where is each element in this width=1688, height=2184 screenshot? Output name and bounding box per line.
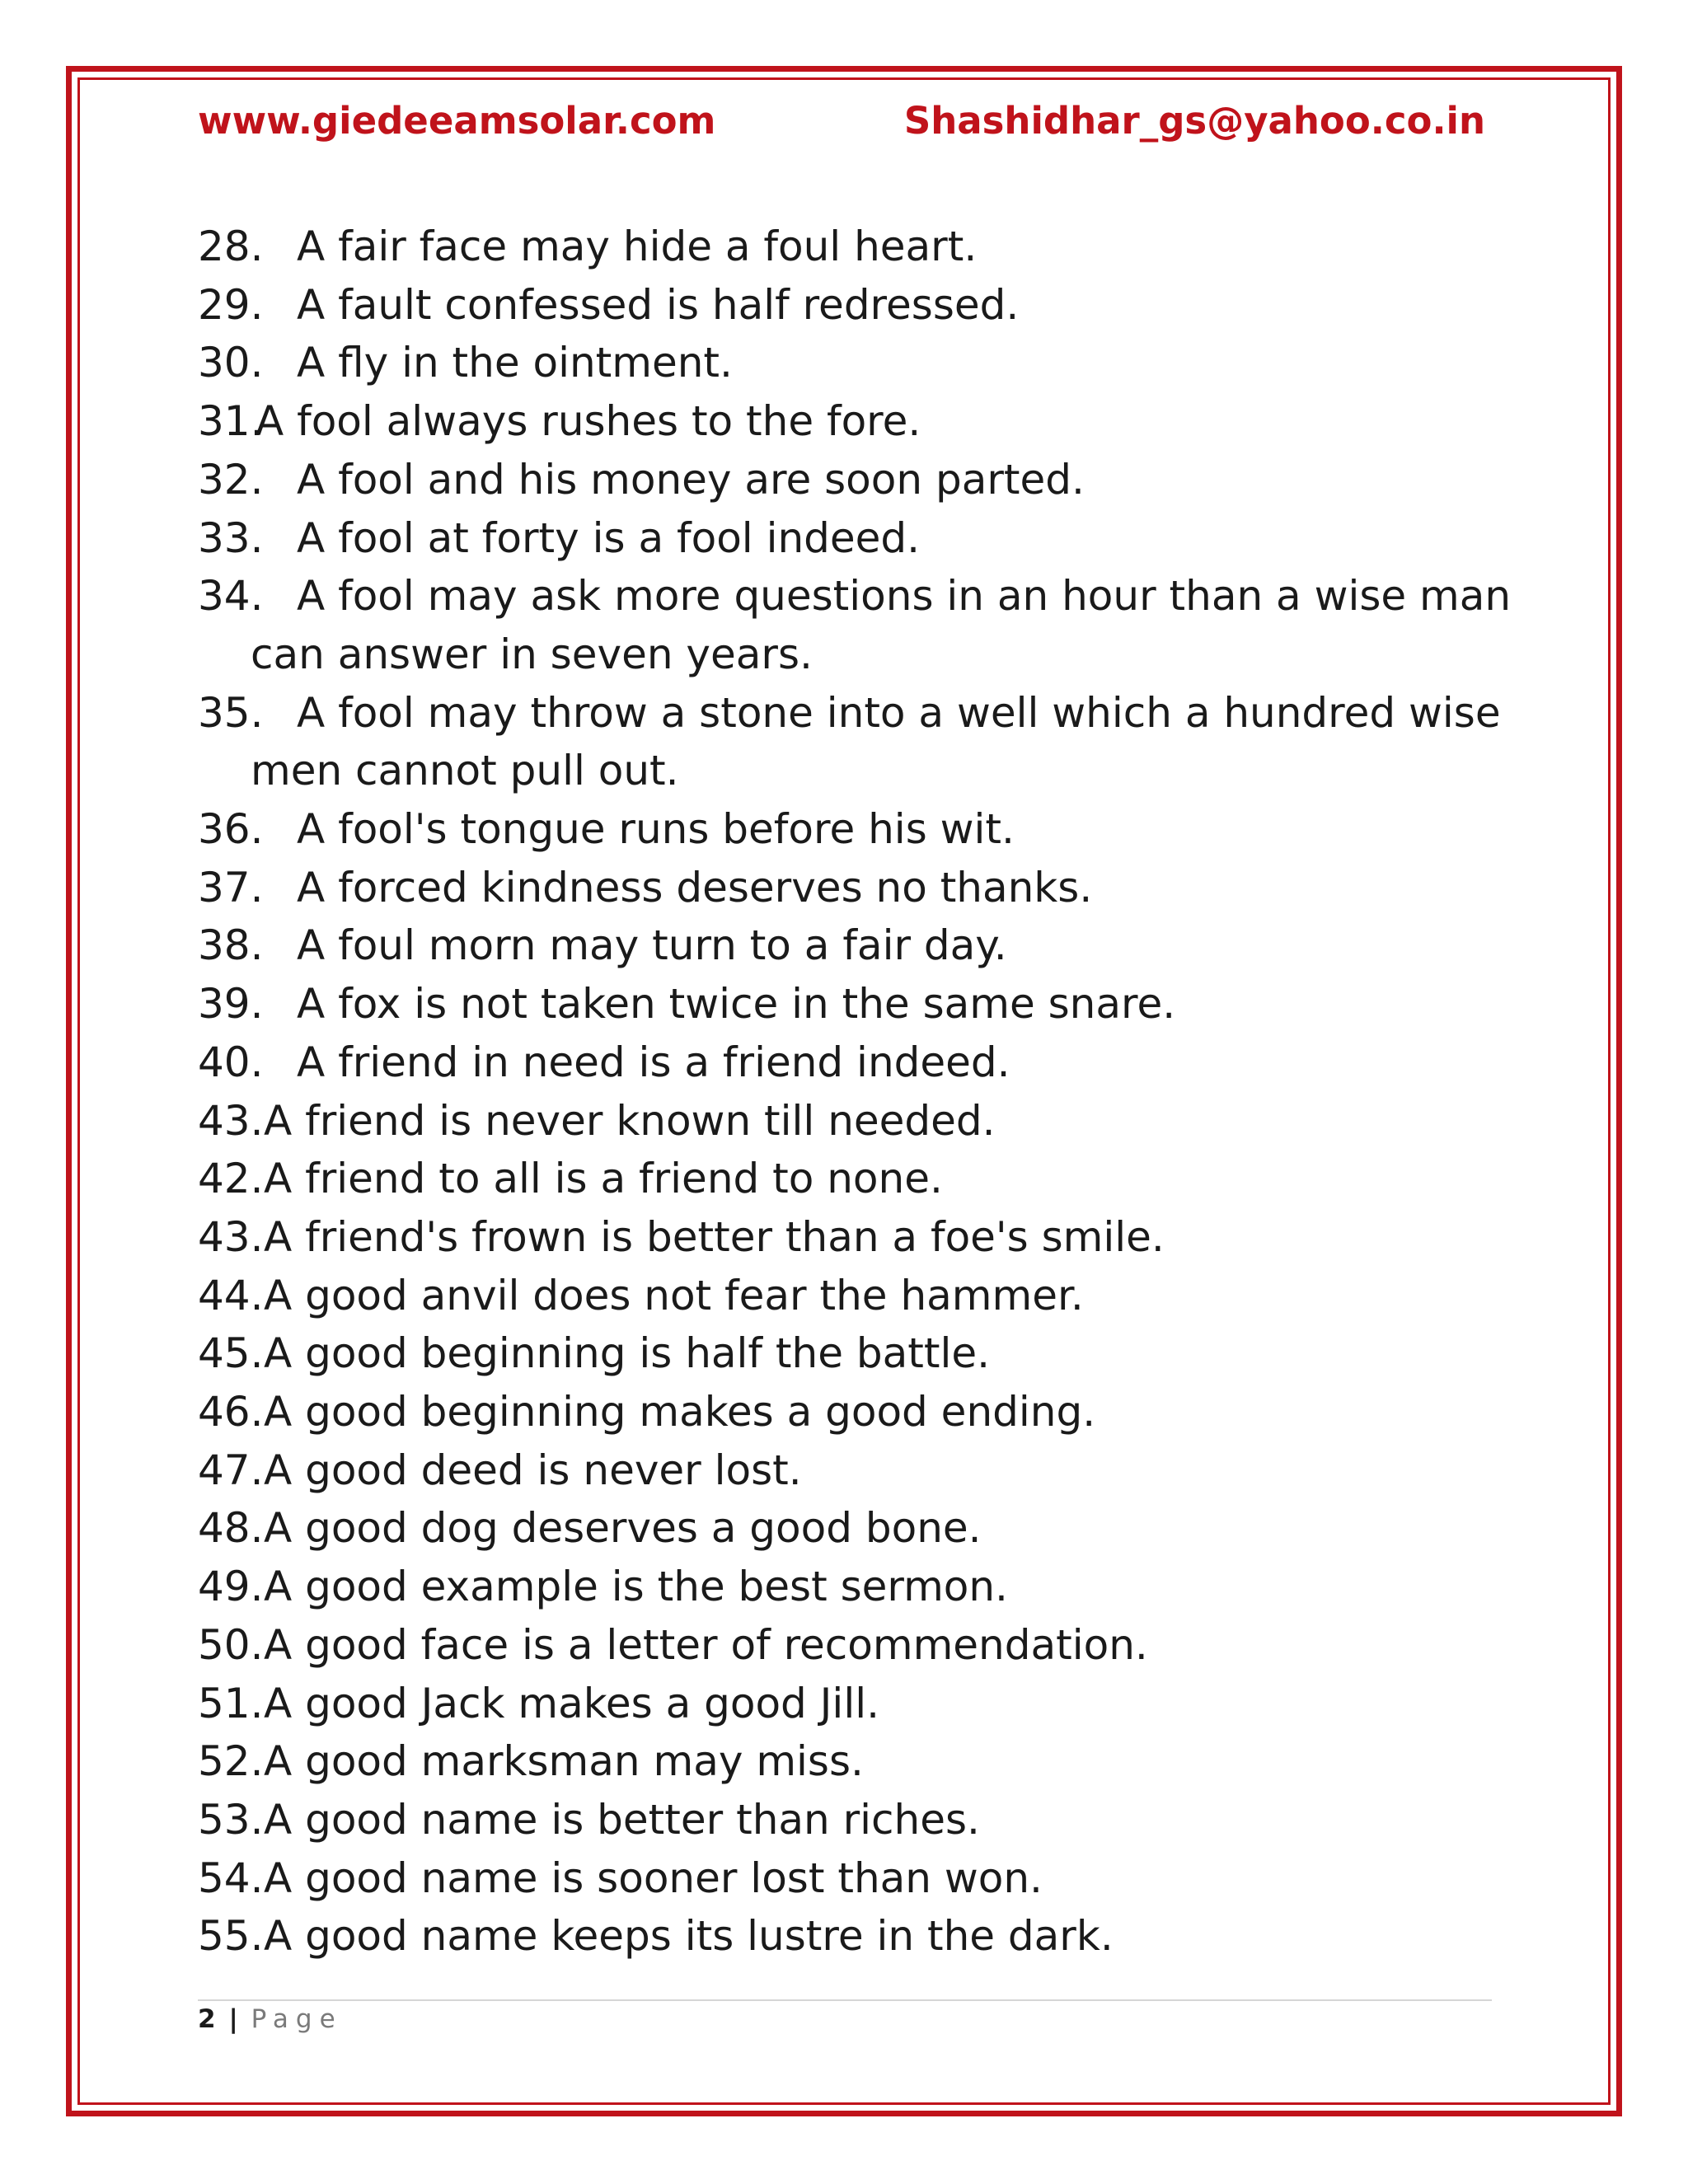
item-text: A fox is not taken twice in the same snare. (297, 980, 1176, 1029)
item-text: A fly in the ointment. (297, 339, 733, 387)
item-text: A good anvil does not fear the hammer. (264, 1271, 1084, 1319)
item-number: 43. (198, 1212, 264, 1261)
list-item (198, 1675, 1492, 1733)
list-item (198, 1092, 1492, 1151)
item-text: A good face is a letter of recommendation. (264, 1620, 1148, 1669)
item-number: 53. (198, 1795, 264, 1844)
item-text: A foul morn may turn to a fair day. (297, 921, 1007, 970)
item-text: A good beginning makes a good ending. (264, 1388, 1096, 1436)
item-text: A fool may throw a stone into a well which a hundred wise (297, 688, 1501, 737)
item-text: A good name is better than riches. (264, 1795, 980, 1844)
list-item (198, 567, 1512, 683)
page-header (198, 99, 1485, 152)
item-number: 46. (198, 1388, 264, 1436)
item-number: 48. (198, 1504, 264, 1553)
list-item (198, 509, 1492, 568)
list-item (198, 859, 1492, 917)
item-number: 32. (198, 455, 264, 504)
item-text-continued: can answer in seven years. (251, 630, 813, 678)
item-text: A good marksman may miss. (264, 1737, 864, 1786)
item-number: 49. (198, 1563, 264, 1611)
item-number: 40. (198, 1038, 264, 1086)
list-item (198, 684, 1501, 800)
item-text: A good name keeps its lustre in the dark. (264, 1912, 1114, 1961)
item-text: A friend is never known till needed. (264, 1096, 996, 1145)
proverb-list (198, 218, 1512, 1966)
item-text: A good Jack makes a good Jill. (264, 1679, 879, 1727)
item-number: 54. (198, 1854, 264, 1902)
list-item (198, 800, 1492, 859)
list-item (198, 1033, 1492, 1092)
item-number: 34. (198, 572, 264, 621)
item-text: A friend to all is a friend to none. (264, 1155, 943, 1203)
item-number: 39. (198, 980, 264, 1029)
item-number: 55. (198, 1912, 264, 1961)
page-footer (198, 2004, 343, 2034)
item-text: A forced kindness deserves no thanks. (297, 863, 1093, 912)
list-item (198, 334, 1492, 392)
item-number: 42. (198, 1155, 264, 1203)
list-item (198, 1150, 1492, 1208)
list-item (198, 1907, 1492, 1966)
list-item (198, 1616, 1492, 1675)
list-item (198, 276, 1492, 335)
item-text: A fair face may hide a foul heart. (297, 223, 978, 270)
item-number: 52. (198, 1737, 264, 1786)
item-text-continued: men cannot pull out. (251, 747, 679, 795)
item-number: 43. (198, 1096, 264, 1145)
item-number: 47. (198, 1446, 264, 1494)
header-website[interactable]: www.giedeeamsolar.com (198, 99, 716, 143)
list-item (198, 1732, 1492, 1791)
list-item (198, 1383, 1492, 1441)
item-text: A good beginning is half the battle. (264, 1329, 991, 1378)
item-number: 38. (198, 921, 264, 970)
footer-divider (198, 1999, 1492, 2001)
list-item (198, 1267, 1492, 1325)
list-item (198, 1849, 1492, 1908)
list-item (198, 1791, 1492, 1849)
item-text: A fool at forty is a fool indeed. (297, 513, 921, 562)
item-text: A fool and his money are soon parted. (297, 455, 1085, 504)
item-number: 51. (198, 1679, 264, 1727)
page-number: 2 (198, 2004, 216, 2034)
item-number: 44. (198, 1271, 264, 1319)
item-text: A good name is sooner lost than won. (264, 1854, 1043, 1902)
list-item (198, 1208, 1492, 1267)
item-number: 35. (198, 688, 264, 737)
list-item (198, 916, 1492, 975)
item-text: A fool always rushes to the fore. (256, 397, 921, 446)
item-number: 31. (198, 397, 264, 446)
item-number: 50. (198, 1620, 264, 1669)
item-text: A fool may ask more questions in an hour than a wise man (297, 572, 1512, 621)
item-number: 28. (198, 223, 264, 270)
list-item (198, 975, 1492, 1033)
list-item (198, 392, 1492, 451)
list-item (198, 218, 1492, 276)
item-number: 45. (198, 1329, 264, 1378)
header-email[interactable]: Shashidhar_gs@yahoo.co.in (903, 99, 1485, 143)
footer-separator: | (228, 2004, 238, 2034)
item-text: A good dog deserves a good bone. (264, 1504, 982, 1553)
list-item (198, 1324, 1492, 1383)
item-text: A good deed is never lost. (264, 1446, 802, 1494)
list-item (198, 1499, 1492, 1558)
list-item (198, 1441, 1492, 1500)
page-label: Page (251, 2004, 343, 2034)
item-number: 29. (198, 280, 264, 329)
item-text: A friend in need is a friend indeed. (297, 1038, 1010, 1086)
list-item (198, 451, 1492, 509)
item-number: 36. (198, 805, 264, 854)
item-number: 33. (198, 513, 264, 562)
item-text: A friend's frown is better than a foe's smile. (264, 1212, 1165, 1261)
item-text: A fool's tongue runs before his wit. (297, 805, 1015, 854)
item-number: 30. (198, 339, 264, 387)
list-item (198, 1558, 1492, 1616)
item-number: 37. (198, 863, 264, 912)
item-text: A good example is the best sermon. (264, 1563, 1008, 1611)
item-text: A fault confessed is half redressed. (297, 280, 1020, 329)
